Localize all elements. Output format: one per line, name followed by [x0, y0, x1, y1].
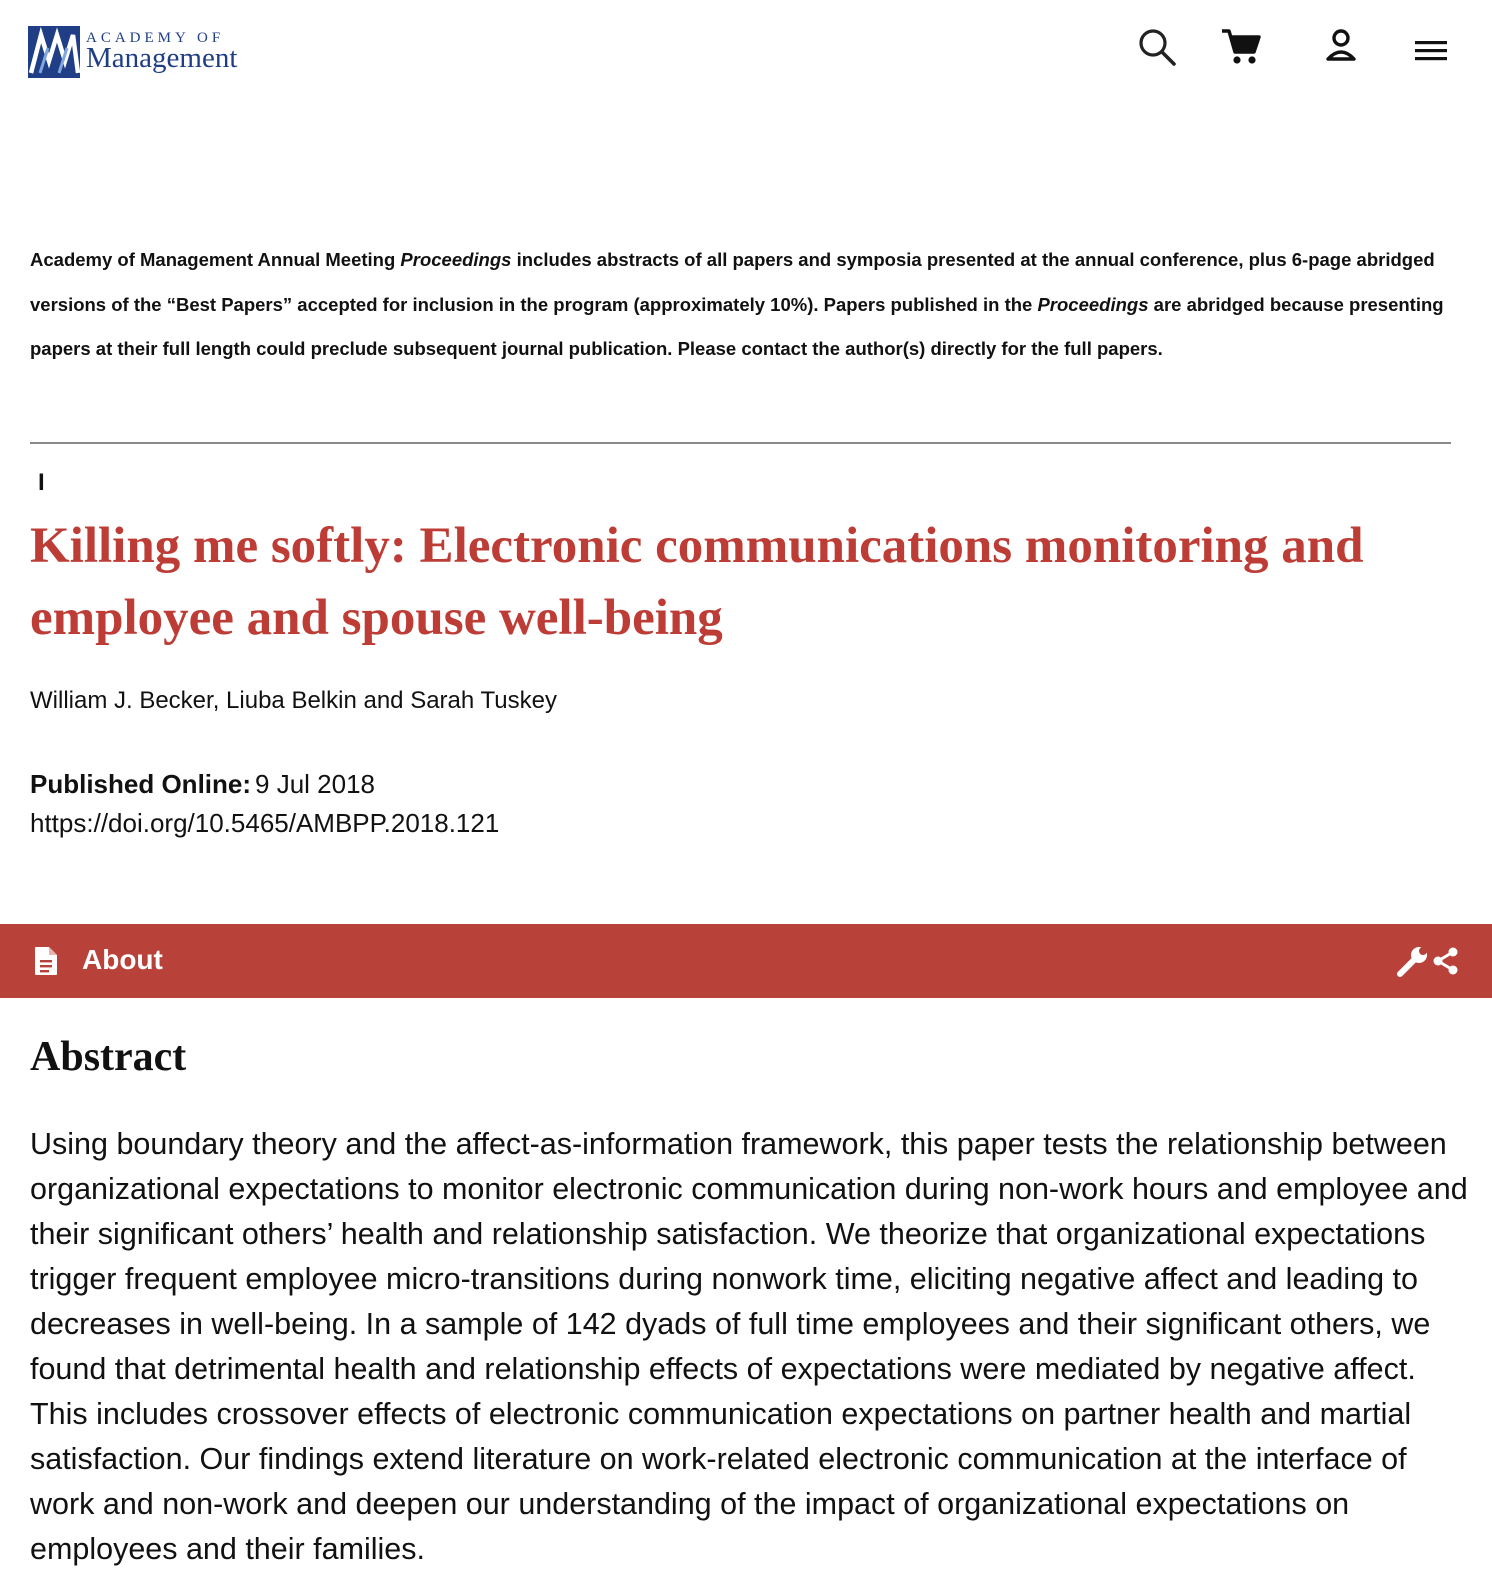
share-icon[interactable]	[1431, 946, 1461, 976]
aom-logo[interactable]	[28, 26, 237, 78]
wrench-icon[interactable]	[1396, 944, 1430, 978]
about-label[interactable]: About	[82, 944, 163, 975]
author-link[interactable]: Liuba Belkin	[226, 687, 357, 714]
published-date: 9 Jul 2018	[255, 769, 375, 799]
menu-icon[interactable]	[1410, 26, 1452, 68]
logo-wordmark	[86, 30, 237, 73]
abstract-heading: Abstract	[30, 1034, 187, 1080]
author-link[interactable]: Sarah Tuskey	[410, 687, 557, 714]
abstract-text: Using boundary theory and the affect-as-information framework, this paper tests the relationship between organizational expectations to monitor electronic communication during non-work hours and employee and their significant others’ health and relationship satisfaction. We theorize that organizational expectations trigger frequent employee micro-transitions during nonwork time, eliciting negative affect and leading to decreases in well-being. In a sample of 142 dyads of full time employees and their significant others, we found that detrimental health and relationship effects of expectations were mediated by negative affect. This includes crossover effects of electronic communication expectations on partner health and martial satisfaction. Our findings extend literature on work-related electronic communication at the interface of work and non-work and deepen our understanding of the impact of organizational expectations on employees and their families.	[30, 1127, 1468, 1566]
doi-link[interactable]: https://doi.org/10.5465/AMBPP.2018.121	[30, 808, 500, 838]
intro-text-3: are abridged because presenting papers at their full length could preclude subsequent journal publication. Please contact the author(s) directly for the full papers.	[30, 293, 1444, 359]
published-online	[30, 769, 375, 799]
search-icon[interactable]	[1136, 26, 1178, 68]
published-label: Published Online:	[30, 769, 252, 799]
site-header	[0, 0, 1492, 110]
text-cursor-mark: I	[38, 469, 45, 496]
author-link[interactable]: William J. Becker	[30, 687, 213, 714]
logo-line1: ACADEMY OF	[86, 30, 225, 46]
cart-icon[interactable]	[1220, 26, 1262, 68]
intro-italic-1: Proceedings	[400, 249, 512, 270]
author-separator: ,	[212, 687, 227, 714]
intro-text-1: Academy of Management Annual Meeting	[30, 249, 401, 270]
intro-italic-2: Proceedings	[1037, 293, 1149, 315]
intro-text-2: includes abstracts of all papers and symposia presented at the annual conference, plus 6-page abridged versions of the “Best Papers” accepted for inclusion in the program (approximately 10%). Papers published in the	[30, 249, 1435, 315]
author-and: and	[356, 687, 411, 714]
logo-line2: Management	[86, 42, 238, 74]
document-icon	[34, 946, 58, 976]
aom-logo-mark	[28, 26, 80, 78]
proceedings-intro	[30, 238, 1450, 372]
article-title: Killing me softly: Electronic communications monitoring and employee and spouse well-being	[30, 518, 1364, 646]
section-divider	[30, 442, 1451, 444]
user-icon[interactable]	[1320, 26, 1362, 68]
author-list	[30, 686, 557, 716]
about-bar[interactable]	[0, 924, 1492, 998]
